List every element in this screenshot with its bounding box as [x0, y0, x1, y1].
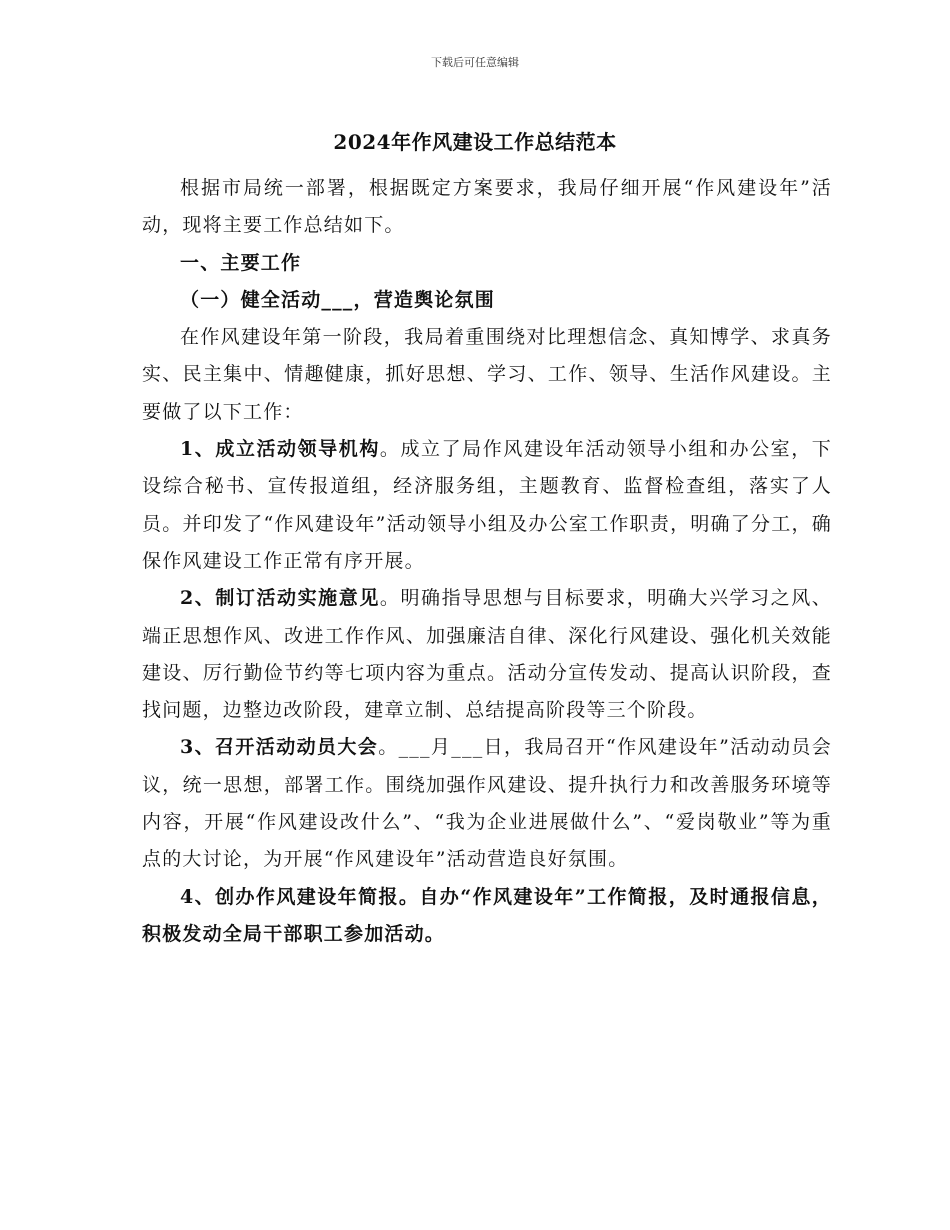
- item-2-body: 。明确指导思想与目标要求，明确大兴学习之风、端正思想作风、改进工作作风、加强廉洁自律、深化行风建设、强化机关效能建设、厉行勤俭节约等七项内容为重点。活动分宣传发动、提高认识阶段，查找问题，边整边改阶段，建章立制、总结提高阶段等三个阶段。: [142, 587, 832, 722]
- item-2-lead: 2、制订活动实施意见: [180, 587, 380, 610]
- section-heading: 一、主要工作: [180, 251, 302, 274]
- item-1-paragraph: [142, 431, 832, 580]
- item-1-body: 。成立了局作风建设年活动领导小组和办公室，下设综合秘书、宣传报道组，经济服务组，主题教育、监督检查组，落实了人员。并印发了“作风建设年”活动领导小组及办公室工作职责，明确了分工，确保作风建设工作正常有序开展。: [142, 438, 832, 572]
- header-note: 下载后可任意编辑: [431, 56, 519, 69]
- item-1-lead: 1、成立活动领导机构: [180, 438, 380, 461]
- item-4-paragraph: 4、创办作风建设年简报。自办“作风建设年”工作简报，及时通报信息，积极发动全局干部职工参加活动。: [142, 885, 832, 945]
- item-3-lead: 3、召开活动动员大会: [180, 736, 379, 759]
- item-3-body: 。___月___日，我局召开“作风建设年”活动动员会议，统一思想，部署工作。围绕加强作风建设、提升执行力和改善服务环境等内容，开展“作风建设改什么”、“我为企业进展做什么”、“爱岗敬业”等为重点的大讨论，为开展“作风建设年”活动营造良好氛围。: [142, 736, 832, 871]
- intro-paragraph: 根据市局统一部署，根据既定方案要求，我局仔细开展“作风建设年”活动，现将主要工作总结如下。: [142, 177, 832, 237]
- document-title: 2024年作风建设工作总结范本: [333, 130, 617, 154]
- document-body: [142, 170, 832, 953]
- item-2-paragraph: [142, 580, 832, 729]
- item-3-paragraph: [142, 729, 832, 878]
- subsection-heading: （一）健全活动___，营造舆论氛围: [180, 288, 495, 311]
- subsection-paragraph: 在作风建设年第一阶段，我局着重围绕对比理想信念、真知博学、求真务实、民主集中、情趣健康，抓好思想、学习、工作、领导、生活作风建设。主要做了以下工作：: [142, 326, 832, 423]
